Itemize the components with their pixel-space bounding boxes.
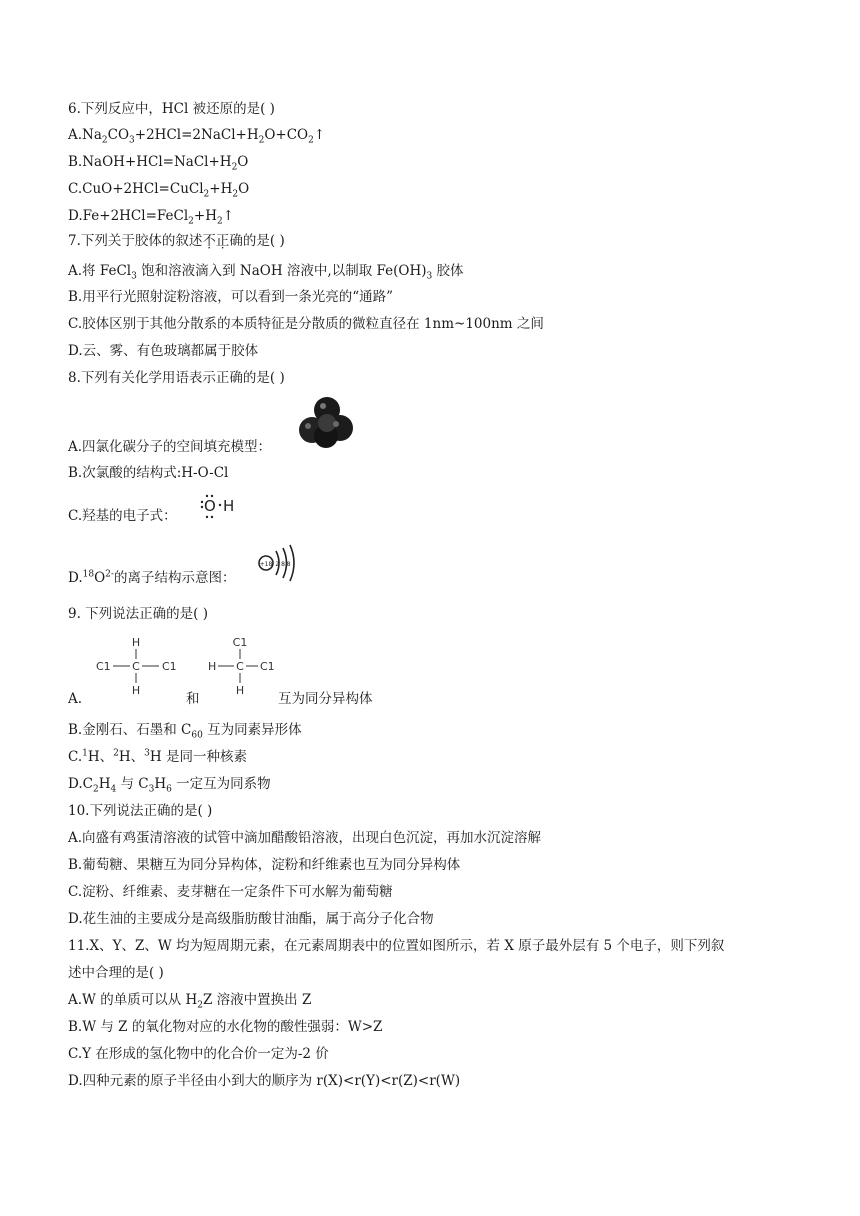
- hydroxyl-electron-formula-icon: [196, 493, 240, 521]
- q7-option-b: B.用平行光照射淀粉溶液，可以看到一条光亮的“通路”: [68, 289, 394, 305]
- q10-option-b: B.葡萄糖、果糖互为同分异构体，淀粉和纤维素也互为同分异构体: [68, 857, 461, 873]
- q8-option-a: A.四氯化碳分子的空间填充模型：: [68, 439, 272, 455]
- q10-option-d: D.花生油的主要成分是高级脂肪酸甘油酯，属于高分子化合物: [68, 911, 434, 927]
- q6-stem-text: 6.下列反应中，HCl 被还原的是( ): [68, 101, 275, 117]
- q6-option-d: $D.Fe+2HCl=FeCl_2+H_2↑$: [68, 208, 235, 227]
- q11-option-d: D.四种元素的原子半径由小到大的顺序为 r(X)<r(Y)<r(Z)<r(W): [68, 1073, 461, 1089]
- q7-option-d: D.云、雾、有色玻璃都属于胶体: [68, 343, 259, 359]
- q9-stem: 9. 下列说法正确的是( ): [68, 606, 208, 622]
- svg-text:C1: C1: [96, 660, 111, 673]
- q11-option-c: C.Y 在形成的氢化物中的化合价一定为-2 价: [68, 1046, 329, 1062]
- q6-stem: [68, 100, 275, 118]
- svg-text:H: H: [235, 684, 245, 697]
- q9-a-post: 互为同分异构体: [278, 691, 373, 707]
- q8-option-b: B.次氯酸的结构式:H-O-Cl: [68, 465, 229, 481]
- dichloromethane-structure-1-icon: [92, 634, 182, 698]
- q6-b-text: B.NaOH+HCl=NaCl+H: [68, 154, 232, 170]
- ccl4-space-filling-model-icon: [296, 394, 358, 452]
- svg-text:H: H: [131, 636, 141, 649]
- q8-stem: 8.下列有关化学用语表示正确的是( ): [68, 370, 285, 386]
- svg-text:C1: C1: [232, 636, 248, 649]
- q11-option-a: A.W 的单质可以从 $H_2Z$ 溶液中置换出 Z: [68, 992, 312, 1011]
- q7-stem: [68, 232, 285, 250]
- q6-a-text: A.Na: [68, 127, 102, 143]
- q8-option-d: $D.^{18}O^{2-}$的离子结构示意图：: [68, 569, 236, 586]
- q9-a-pre: A.: [68, 691, 83, 707]
- hydroxyl-h: H: [223, 497, 235, 515]
- svg-text:C: C: [132, 660, 140, 673]
- q7-stem-post: 确的是( ): [229, 233, 285, 249]
- q6-c-text: C.CuO+2HCl=CuCl: [68, 181, 204, 197]
- q9-b-pre: B.金刚石、石墨和 C: [68, 722, 192, 738]
- q9-b-post: 互为同素异形体: [207, 722, 302, 738]
- q11-a-post: Z 溶液中置换出 Z: [203, 992, 312, 1008]
- q10-option-c: C.淀粉、纤维素、麦芽糖在一定条件下可水解为葡萄糖: [68, 884, 393, 900]
- q11-a-pre: A.W 的单质可以从 H: [68, 992, 198, 1008]
- svg-text:C1: C1: [162, 660, 177, 673]
- ion-structure-diagram-icon: [256, 543, 300, 583]
- q11-stem-line2: 述中合理的是( ): [68, 965, 164, 981]
- q9-c-post: H 是同一种核素: [149, 749, 247, 765]
- q8-option-c: C.羟基的电子式：: [68, 508, 177, 524]
- svg-text:C1: C1: [260, 660, 275, 673]
- q11-option-b: B.W 与 Z 的氧化物对应的水化物的酸性强弱：W>Z: [68, 1019, 383, 1035]
- q9-d-pre: D.C: [68, 776, 93, 792]
- svg-text:H: H: [131, 684, 141, 697]
- dichloromethane-structure-2-icon: [206, 634, 282, 698]
- q6-option-c: $C.CuO+2HCl=CuCl_2+H_2O$: [68, 181, 250, 200]
- q9-option-b: B.金刚石、石墨和 $C_{60}$ 互为同素异形体: [68, 722, 302, 741]
- q7-a-mid: 饱和溶液滴入到 NaOH 溶液中,以制取 Fe(OH): [136, 263, 427, 279]
- q10-stem: 10.下列说法正确的是( ): [68, 803, 213, 819]
- svg-text:C: C: [236, 660, 244, 673]
- q6-d-text: D.Fe+2HCl=FeCl: [68, 208, 189, 224]
- q7-option-c: C.胶体区别于其他分散系的本质特征是分散质的微粒直径在 1nm~100nm 之间: [68, 316, 544, 332]
- q9-d-post: 一定互为同系物: [171, 776, 271, 792]
- q7-emphasis-1: 不: [202, 233, 216, 249]
- q6-option-a: $A.Na_2CO_3+2HCl=2NaCl+H_2O+CO_2↑$: [68, 127, 326, 146]
- q8-d-post: 的离子结构示意图：: [113, 570, 236, 586]
- q9-option-a: [68, 690, 373, 708]
- q10-option-a: A.向盛有鸡蛋清溶液的试管中滴加醋酸铅溶液，出现白色沉淀，再加水沉淀溶解: [68, 830, 542, 846]
- q9-a-and: 和: [186, 691, 200, 707]
- q9-option-c: C.$^1$H、$^2$H、$^3$H 是同一种核素: [68, 748, 247, 765]
- hydroxyl-o: O: [204, 497, 216, 515]
- q6-option-b: $B.NaOH+HCl=NaCl+H_2O$: [68, 154, 249, 173]
- ion-nucleus: +18: [259, 561, 273, 568]
- q8-d-pre: D.: [68, 570, 83, 586]
- q11-stem-line1: 11.X、Y、Z、W 均为短周期元素，在元素周期表中的位置如图所示，若 X 原子最外层有 5 个电子，则下列叙: [68, 938, 725, 954]
- q9-c-pre: C.: [68, 749, 83, 765]
- q9-option-d: $D.C_2H_4$ 与 $C_3H_6$ 一定互为同系物: [68, 776, 271, 795]
- q7-option-a: A.将 FeCl$_3$ 饱和溶液滴入到 NaOH 溶液中,以制取 $Fe(OH)_3$ 胶体: [68, 263, 464, 282]
- q7-a-post: 胶体: [432, 263, 464, 279]
- ion-shells: 2 8 8: [275, 561, 291, 568]
- q7-emphasis-2: 正: [215, 233, 230, 249]
- q7-a-pre: A.将 FeCl: [68, 263, 132, 279]
- svg-text:H: H: [208, 660, 217, 673]
- q7-stem-pre: 7.下列关于胶体的叙述: [68, 233, 203, 249]
